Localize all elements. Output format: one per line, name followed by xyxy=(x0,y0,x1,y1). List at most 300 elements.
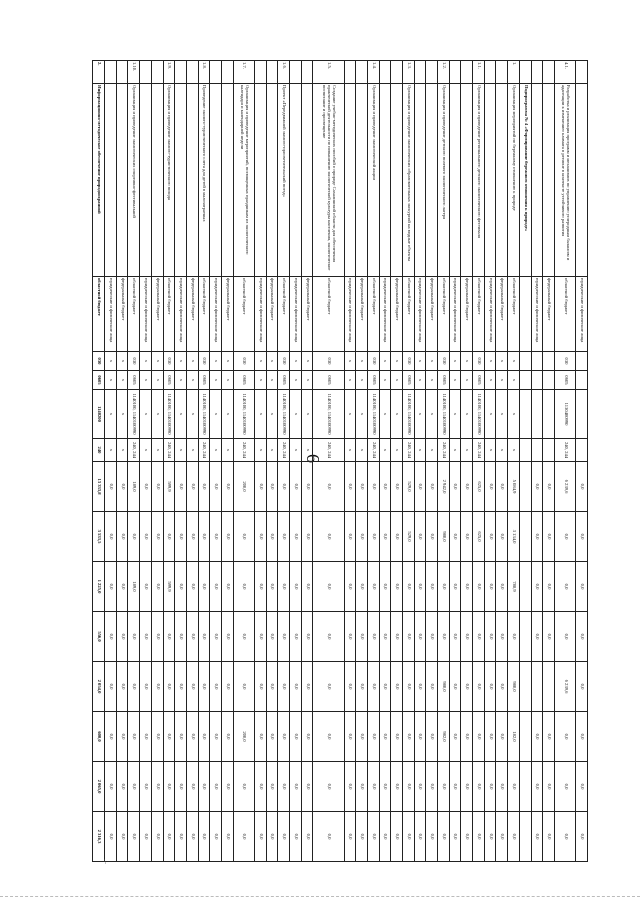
table-cell: федеральный бюджет xyxy=(116,277,128,352)
table-cell: 0,0 xyxy=(461,612,473,662)
table-cell: 030 xyxy=(233,352,254,371)
table-cell: 2 942,0 xyxy=(438,462,450,512)
table-cell: юридические и физические лица xyxy=(210,277,222,352)
table-cell xyxy=(519,352,531,371)
table-cell: 0,0 xyxy=(344,462,356,512)
table-cell: 0,0 xyxy=(255,762,267,812)
table-cell: 0,0 xyxy=(175,562,187,612)
table-cell: областной бюджет xyxy=(128,277,140,352)
table-cell: 529,0 xyxy=(403,462,415,512)
table-cell: 030 xyxy=(128,352,140,371)
table-cell xyxy=(576,390,588,439)
table-cell: 0,0 xyxy=(344,662,356,712)
table-cell xyxy=(151,84,163,277)
table-cell: 0,0 xyxy=(461,462,473,512)
table-cell xyxy=(576,371,588,390)
table-cell: Подпрограмма № 4 «Формирование бережного отношения к природе» xyxy=(519,84,531,277)
table-cell: 0,0 xyxy=(301,662,313,712)
table-cell: 0,0 xyxy=(290,462,302,512)
table-cell: 0,0 xyxy=(356,562,368,612)
table-row xyxy=(473,61,485,862)
table-cell: 0,0 xyxy=(531,762,543,812)
table-cell: 0,0 xyxy=(313,662,344,712)
table-cell: 0,0 xyxy=(151,812,163,862)
table-cell: 0,0 xyxy=(554,612,575,662)
table-cell: 0605 xyxy=(233,371,254,390)
table-cell xyxy=(356,61,368,84)
table-cell: 0,0 xyxy=(313,812,344,862)
table-cell xyxy=(519,277,531,352)
table-cell: 0,0 xyxy=(484,762,496,812)
table-cell: 0,0 xyxy=(344,612,356,662)
table-cell xyxy=(461,84,473,277)
table-cell: х xyxy=(151,352,163,371)
table-cell: 0,0 xyxy=(222,662,234,712)
table-cell: 0,0 xyxy=(391,812,403,862)
table-cell: х xyxy=(414,390,426,439)
table-cell: Организация и проведение экологической акции xyxy=(367,84,379,277)
table-cell xyxy=(210,84,222,277)
table-cell: 1.6. xyxy=(278,61,290,84)
table-cell: 0,0 xyxy=(116,612,128,662)
table-cell: 0,0 xyxy=(403,812,415,862)
table-cell: Организация и проведение регионального детского экологического фестиваля xyxy=(473,84,485,277)
table-cell: 0,0 xyxy=(105,512,117,562)
table-cell: х xyxy=(290,439,302,462)
table-cell: х xyxy=(266,352,278,371)
table-cell: 0,0 xyxy=(473,762,485,812)
table-cell: 200,0 xyxy=(233,712,254,762)
table-cell: 0605 xyxy=(403,371,415,390)
table-cell xyxy=(266,61,278,84)
table-cell: 240, 244 xyxy=(403,439,415,462)
table-cell: х xyxy=(414,352,426,371)
table-cell: 030 xyxy=(473,352,485,371)
table-cell: 189,0 xyxy=(128,462,140,512)
table-cell: 0,0 xyxy=(186,612,198,662)
table-cell: 0,0 xyxy=(313,562,344,612)
table-row xyxy=(426,61,438,862)
table-cell: 0,0 xyxy=(461,512,473,562)
table-cell: 0,0 xyxy=(496,712,508,762)
table-cell: х xyxy=(356,371,368,390)
table-cell: х xyxy=(508,352,520,371)
table-cell: 0,0 xyxy=(473,662,485,712)
table-cell: 980,0 xyxy=(438,662,450,712)
table-cell: 0,0 xyxy=(198,512,210,562)
table-cell: 6 239,6 xyxy=(554,462,575,512)
table-cell: юридические и физические лица xyxy=(255,277,267,352)
table-cell: 0,0 xyxy=(278,712,290,762)
table-cell: Организация и проведение экологических образовательных экскурсий на водные объекты xyxy=(403,84,415,277)
table-cell: 0,0 xyxy=(484,812,496,862)
table-cell: 0,0 xyxy=(233,612,254,662)
table-cell: 0,0 xyxy=(151,662,163,712)
table-cell: 0,0 xyxy=(128,762,140,812)
table-cell: 0,0 xyxy=(290,562,302,612)
table-cell xyxy=(519,512,531,562)
table-cell: 240, 244 xyxy=(278,439,290,462)
table-cell: 240, 244 xyxy=(438,439,450,462)
table-cell: юридические и физические лица xyxy=(175,277,187,352)
table-cell xyxy=(266,84,278,277)
table-cell: юридические и физические лица xyxy=(531,277,543,352)
table-cell: х xyxy=(391,439,403,462)
table-cell: 0,0 xyxy=(367,462,379,512)
table-cell: федеральный бюджет xyxy=(461,277,473,352)
table-cell: 0,0 xyxy=(554,712,575,762)
table-cell: 0605 xyxy=(313,371,344,390)
table-cell: 0,0 xyxy=(210,812,222,862)
table-cell: 0,0 xyxy=(222,562,234,612)
table-cell xyxy=(531,371,543,390)
table-cell: х xyxy=(496,371,508,390)
table-cell: х xyxy=(105,439,117,462)
table-cell: юридические и физические лица xyxy=(290,277,302,352)
table-cell: 0,0 xyxy=(128,712,140,762)
table-cell: 0,0 xyxy=(210,762,222,812)
table-cell: 0,0 xyxy=(344,512,356,562)
table-cell: 0,0 xyxy=(151,562,163,612)
table-cell: х xyxy=(508,390,520,439)
table-cell: областной бюджет xyxy=(473,277,485,352)
table-cell: 0605 xyxy=(278,371,290,390)
table-cell: х xyxy=(222,371,234,390)
table-cell: 0,0 xyxy=(175,762,187,812)
table-row xyxy=(278,61,290,862)
table-cell: 0,0 xyxy=(379,612,391,662)
table-cell: 625,0 xyxy=(473,512,485,562)
table-cell: юридические и физические лица xyxy=(449,277,461,352)
table-cell xyxy=(543,371,555,390)
table-cell: федеральный бюджет xyxy=(151,277,163,352)
table-cell: х xyxy=(344,439,356,462)
table-cell: х xyxy=(186,371,198,390)
table-cell: 0,0 xyxy=(496,812,508,862)
table-cell: х xyxy=(301,390,313,439)
table-cell: федеральный бюджет xyxy=(301,277,313,352)
table-cell: 0,0 xyxy=(508,812,520,862)
table-cell: х xyxy=(461,439,473,462)
table-cell: 0,0 xyxy=(222,462,234,512)
table-cell xyxy=(105,61,117,84)
table-cell: 0,0 xyxy=(576,462,588,512)
table-cell: 0,0 xyxy=(367,512,379,562)
table-cell xyxy=(414,84,426,277)
table-cell xyxy=(519,712,531,762)
table-cell: х xyxy=(210,352,222,371)
table-cell: областной бюджет xyxy=(198,277,210,352)
table-cell: 0,0 xyxy=(290,762,302,812)
table-cell: 0,0 xyxy=(367,562,379,612)
table-cell: 1.1. xyxy=(473,61,485,84)
table-cell: Организация и проведение экологических спортивно-фестивальной xyxy=(128,84,140,277)
table-cell: 0,0 xyxy=(356,712,368,762)
table-cell: х xyxy=(356,390,368,439)
table-cell: 0,0 xyxy=(576,662,588,712)
table-cell: 0,0 xyxy=(531,462,543,512)
table-cell xyxy=(344,61,356,84)
table-cell xyxy=(344,84,356,277)
table-cell: 0,0 xyxy=(151,462,163,512)
table-cell: х xyxy=(426,352,438,371)
table-cell: 0,0 xyxy=(233,512,254,562)
table-cell: 0605 xyxy=(128,371,140,390)
table-cell: 0,0 xyxy=(313,512,344,562)
table-cell: 0,0 xyxy=(175,612,187,662)
table-cell xyxy=(519,61,531,84)
table-cell: х xyxy=(301,371,313,390)
table-cell: х xyxy=(449,352,461,371)
table-cell: 030 xyxy=(438,352,450,371)
table-cell xyxy=(531,390,543,439)
table-cell: 0,0 xyxy=(426,512,438,562)
table-cell: х xyxy=(222,439,234,462)
table-cell: 0,0 xyxy=(344,812,356,862)
table-cell: 030 xyxy=(313,352,344,371)
table-cell: 0,0 xyxy=(140,512,152,562)
table-cell: х xyxy=(391,390,403,439)
table-cell: 980,0 xyxy=(438,512,450,562)
table-cell: 0605 xyxy=(93,371,105,390)
table-cell: 0,0 xyxy=(163,762,175,812)
table-cell: 5 084,9 xyxy=(508,462,520,512)
table-cell: 0,0 xyxy=(198,712,210,762)
table-cell: 0,0 xyxy=(266,612,278,662)
table-cell: 0,0 xyxy=(266,712,278,762)
table-cell: 1.2. xyxy=(438,61,450,84)
table-row xyxy=(438,61,450,862)
table-cell: 0,0 xyxy=(531,812,543,862)
table-cell: 0,0 xyxy=(313,762,344,812)
table-cell: 0,0 xyxy=(554,562,575,612)
table-row xyxy=(290,61,302,862)
table-cell: 0,0 xyxy=(391,612,403,662)
table-cell: 0,0 xyxy=(255,712,267,762)
table-cell: 0,0 xyxy=(543,712,555,762)
table-cell: 1.5. xyxy=(313,61,344,84)
table-cell: 0,0 xyxy=(198,662,210,712)
table-cell: 0,0 xyxy=(151,712,163,762)
table-cell: 0,0 xyxy=(313,712,344,762)
table-cell: 0,0 xyxy=(367,612,379,662)
table-cell: 0,0 xyxy=(255,562,267,612)
table-cell xyxy=(496,61,508,84)
table-cell: 0,0 xyxy=(128,512,140,562)
table-cell: 0,0 xyxy=(105,562,117,612)
table-cell: 0,0 xyxy=(278,612,290,662)
table-cell: 1.3. xyxy=(403,61,415,84)
table-row xyxy=(255,61,267,862)
table-cell: х xyxy=(105,352,117,371)
table-cell: 1140100, 1140100990 xyxy=(278,390,290,439)
table-cell xyxy=(426,84,438,277)
table-cell: 240, 244 xyxy=(163,439,175,462)
table-cell: 1140100, 1140100990 xyxy=(198,390,210,439)
table-row xyxy=(496,61,508,862)
table-cell: 0,0 xyxy=(449,812,461,862)
table-cell: 0,0 xyxy=(198,462,210,512)
table-cell xyxy=(519,439,531,462)
table-cell: х xyxy=(266,390,278,439)
table-cell xyxy=(290,84,302,277)
table-cell: х xyxy=(255,352,267,371)
table-cell: х xyxy=(344,371,356,390)
table-cell xyxy=(391,61,403,84)
table-cell: Проект «Передвижной эколого-просветительский поезд» xyxy=(278,84,290,277)
table-cell: х xyxy=(301,352,313,371)
table-cell: 0,0 xyxy=(266,562,278,612)
table-row xyxy=(449,61,461,862)
table-cell: 0,0 xyxy=(151,762,163,812)
table-cell: 0,0 xyxy=(438,762,450,812)
table-cell: 0,0 xyxy=(414,662,426,712)
table-cell: 0,0 xyxy=(116,662,128,712)
table-cell: 0,0 xyxy=(301,712,313,762)
table-cell: 0,0 xyxy=(576,812,588,862)
table-cell: 240, 244 xyxy=(233,439,254,462)
table-cell: 0,0 xyxy=(426,662,438,712)
table-cell: 0,0 xyxy=(484,462,496,512)
table-cell xyxy=(519,812,531,862)
table-cell: 030 xyxy=(554,352,575,371)
table-row xyxy=(403,61,415,862)
table-cell: 13 333,8 xyxy=(93,462,105,512)
table-cell: 030 xyxy=(163,352,175,371)
table-cell: х xyxy=(484,390,496,439)
table-cell xyxy=(484,84,496,277)
table-cell: Проведение эколого-туристического слета для детей в малозатратных xyxy=(198,84,210,277)
table-cell: 0,0 xyxy=(484,512,496,562)
table-cell: 0,0 xyxy=(278,462,290,512)
table-cell: 0,0 xyxy=(438,612,450,662)
table-cell: 2 316,3 xyxy=(93,812,105,862)
table-cell: Организация и проведение детского полевого экологического лагеря xyxy=(438,84,450,277)
table-cell: х xyxy=(266,371,278,390)
table-cell xyxy=(519,371,531,390)
table-row xyxy=(233,61,254,862)
table-cell: х xyxy=(356,352,368,371)
table-cell: 1140100, 1140100990 xyxy=(313,390,344,439)
table-cell xyxy=(105,84,117,277)
table-cell: 0,0 xyxy=(473,712,485,762)
table-cell: 0,0 xyxy=(356,612,368,662)
table-cell: 0,0 xyxy=(186,762,198,812)
table-cell: 0,0 xyxy=(426,712,438,762)
table-cell: 0,0 xyxy=(163,662,175,712)
table-cell: областной бюджет xyxy=(163,277,175,352)
table-cell: х xyxy=(140,371,152,390)
table-row xyxy=(414,61,426,862)
table-cell: 0,0 xyxy=(278,512,290,562)
table-cell: 0,0 xyxy=(403,562,415,612)
table-cell: Организация мероприятий по бережному отношению к природе xyxy=(508,84,520,277)
table-row xyxy=(140,61,152,862)
table-cell: 0,0 xyxy=(278,662,290,712)
table-cell: 0,0 xyxy=(186,662,198,712)
table-cell xyxy=(543,662,555,712)
table-cell: 0,0 xyxy=(576,762,588,812)
table-cell: 0605 xyxy=(198,371,210,390)
table-cell: 030 xyxy=(278,352,290,371)
table-cell: х xyxy=(105,371,117,390)
table-cell: 0,0 xyxy=(414,562,426,612)
table-cell: 0,0 xyxy=(116,462,128,512)
table-cell: 788,9 xyxy=(508,562,520,612)
table-row xyxy=(210,61,222,862)
table-cell: 2. xyxy=(93,61,105,84)
table-cell: федеральный бюджет xyxy=(391,277,403,352)
table-row xyxy=(576,61,588,862)
table-cell: 0,0 xyxy=(379,562,391,612)
table-cell: 0,0 xyxy=(449,762,461,812)
table-cell: х xyxy=(255,390,267,439)
table-cell: 0605 xyxy=(473,371,485,390)
table-cell: 0,0 xyxy=(128,662,140,712)
table-row xyxy=(508,61,520,862)
table-cell: х xyxy=(414,439,426,462)
table-cell: х xyxy=(222,390,234,439)
table-cell: 0,0 xyxy=(255,612,267,662)
table-cell: 0,0 xyxy=(576,612,588,662)
table-cell: 0,0 xyxy=(367,662,379,712)
table-cell: 0,0 xyxy=(222,762,234,812)
table-cell: 240, 244 xyxy=(198,439,210,462)
table-cell xyxy=(175,84,187,277)
table-cell: х xyxy=(379,439,391,462)
table-cell: 0,0 xyxy=(344,762,356,812)
table-cell: х xyxy=(255,439,267,462)
table-cell: 0,0 xyxy=(290,512,302,562)
table-cell xyxy=(255,61,267,84)
table-cell: 0,0 xyxy=(116,812,128,862)
table-cell: 0,0 xyxy=(210,712,222,762)
table-cell: х xyxy=(484,352,496,371)
table-cell: 0605 xyxy=(367,371,379,390)
table-cell: юридические и физические лица xyxy=(576,277,588,352)
table-cell xyxy=(414,61,426,84)
table-cell xyxy=(301,61,313,84)
table-cell: 0,0 xyxy=(414,612,426,662)
table-cell: 0,0 xyxy=(414,712,426,762)
table-cell: 0,0 xyxy=(391,662,403,712)
table-cell: 1.8. xyxy=(198,61,210,84)
table-cell xyxy=(531,662,543,712)
table-cell: 0,0 xyxy=(367,812,379,862)
table-cell: х xyxy=(449,439,461,462)
table-cell: 0,0 xyxy=(222,712,234,762)
table-cell xyxy=(461,61,473,84)
table-cell: 1 225,0 xyxy=(93,562,105,612)
table-cell: Организация и проведение мероприятий, посвященных праздникам из экологического календаря и календарной недели xyxy=(233,84,254,277)
table-cell: федеральный бюджет xyxy=(543,277,555,352)
table-cell: 0,0 xyxy=(233,812,254,862)
table-cell: 0,0 xyxy=(255,462,267,512)
table-cell: х xyxy=(426,371,438,390)
budget-table xyxy=(92,60,588,862)
table-cell: 240, 244 xyxy=(128,439,140,462)
table-cell: 0,0 xyxy=(543,462,555,512)
table-cell: 0,0 xyxy=(461,662,473,712)
table-cell: 0,0 xyxy=(278,812,290,862)
table-cell: 1140100, 1140100990 xyxy=(128,390,140,439)
table-cell: х xyxy=(344,352,356,371)
table-cell: 0,0 xyxy=(255,812,267,862)
table-cell: 980,0 xyxy=(508,662,520,712)
table-cell: областной бюджет xyxy=(403,277,415,352)
table-cell: областной бюджет xyxy=(93,277,105,352)
table-cell: областной бюджет xyxy=(233,277,254,352)
